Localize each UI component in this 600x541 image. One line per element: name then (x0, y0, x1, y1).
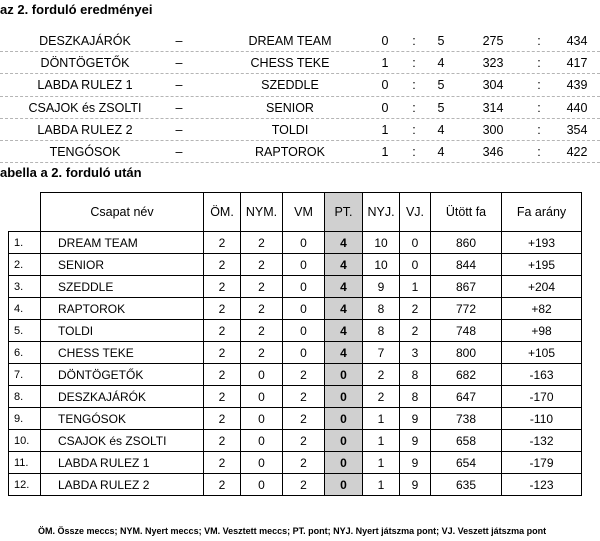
rank-cell: 10. (9, 430, 41, 452)
standings-row (9, 320, 582, 342)
team-name-cell: LABDA RULEZ 1 (41, 452, 204, 474)
pt-cell: 0 (325, 386, 363, 408)
pt-cell: 4 (325, 298, 363, 320)
match-home-score: 0 (381, 100, 389, 115)
match-away-pins: 434 (566, 34, 588, 48)
match-away-score: 5 (437, 78, 445, 93)
match-home-team: TENGÓSOK (49, 144, 121, 159)
team-name-cell: DÖNTÖGETŐK (41, 364, 204, 386)
match-row (0, 97, 600, 119)
pt-cell: 4 (325, 232, 363, 254)
team-name-cell: CSAJOK és ZSOLTI (41, 430, 204, 452)
standings-row (9, 408, 582, 430)
pins-colon: : (537, 34, 541, 48)
match-home-pins: 314 (482, 100, 504, 115)
vm-cell: 2 (283, 452, 325, 474)
match-row (0, 119, 600, 141)
match-away-score: 4 (437, 56, 445, 71)
results-heading: az 2. forduló eredményei (0, 2, 153, 17)
om-cell: 2 (204, 452, 241, 474)
match-home-score: 0 (381, 34, 389, 48)
om-cell: 2 (204, 342, 241, 364)
match-home-team: LABDA RULEZ 1 (37, 78, 133, 93)
standings-row (9, 298, 582, 320)
match-home-team: CSAJOK és ZSOLTI (28, 100, 142, 115)
nym-cell: 2 (241, 342, 283, 364)
fa-arany-cell: -170 (502, 386, 582, 408)
abbreviation-legend: ÖM. Össze meccs; NYM. Nyert meccs; VM. Vesztett meccs; PT. pont; NYJ. Nyert játszma pont; VJ. Veszett játszma pont (38, 526, 547, 536)
rank-cell: 5. (9, 320, 41, 342)
score-colon: : (412, 144, 416, 159)
standings-row (9, 276, 582, 298)
team-name-cell: SENIOR (41, 254, 204, 276)
nym-cell: 2 (241, 298, 283, 320)
pins-colon: : (537, 144, 541, 159)
standings-row (9, 452, 582, 474)
om-cell: 2 (204, 320, 241, 342)
vj-cell: 9 (400, 408, 431, 430)
nyj-cell: 10 (363, 232, 400, 254)
rank-cell: 6. (9, 342, 41, 364)
match-home-score: 1 (381, 122, 389, 137)
utott-fa-cell: 800 (431, 342, 502, 364)
utott-fa-cell: 867 (431, 276, 502, 298)
nyj-cell: 7 (363, 342, 400, 364)
header-fa-arany: Fa arány (502, 193, 582, 232)
vm-cell: 0 (283, 298, 325, 320)
utott-fa-cell: 658 (431, 430, 502, 452)
match-separator: – (175, 144, 183, 159)
nym-cell: 0 (241, 364, 283, 386)
rank-cell: 1. (9, 232, 41, 254)
rank-cell: 9. (9, 408, 41, 430)
pt-cell: 0 (325, 430, 363, 452)
vj-cell: 8 (400, 386, 431, 408)
match-separator: – (175, 78, 183, 93)
utott-fa-cell: 748 (431, 320, 502, 342)
header-rank (9, 193, 41, 232)
match-away-pins: 354 (566, 122, 588, 137)
match-away-team: SZEDDLE (261, 78, 319, 93)
vj-cell: 9 (400, 430, 431, 452)
vj-cell: 9 (400, 474, 431, 496)
nym-cell: 0 (241, 386, 283, 408)
fa-arany-cell: +195 (502, 254, 582, 276)
om-cell: 2 (204, 474, 241, 496)
match-home-pins: 275 (482, 34, 504, 48)
fa-arany-cell: +82 (502, 298, 582, 320)
standings-row (9, 474, 582, 496)
nym-cell: 2 (241, 276, 283, 298)
vj-cell: 0 (400, 232, 431, 254)
header-nyj: NYJ. (363, 193, 400, 232)
vj-cell: 1 (400, 276, 431, 298)
om-cell: 2 (204, 298, 241, 320)
fa-arany-cell: +98 (502, 320, 582, 342)
match-away-pins: 439 (566, 78, 588, 93)
nyj-cell: 1 (363, 452, 400, 474)
vm-cell: 2 (283, 430, 325, 452)
nym-cell: 2 (241, 320, 283, 342)
rank-cell: 7. (9, 364, 41, 386)
utott-fa-cell: 647 (431, 386, 502, 408)
rank-cell: 8. (9, 386, 41, 408)
pt-cell: 4 (325, 342, 363, 364)
nyj-cell: 8 (363, 320, 400, 342)
match-away-score: 5 (437, 100, 445, 115)
pt-cell: 4 (325, 320, 363, 342)
score-colon: : (412, 100, 416, 115)
match-home-pins: 323 (482, 56, 504, 71)
vm-cell: 0 (283, 276, 325, 298)
pt-cell: 0 (325, 452, 363, 474)
om-cell: 2 (204, 276, 241, 298)
vj-cell: 2 (400, 298, 431, 320)
standings-row (9, 254, 582, 276)
header-om: ÖM. (204, 193, 241, 232)
vj-cell: 3 (400, 342, 431, 364)
vj-cell: 8 (400, 364, 431, 386)
fa-arany-cell: -132 (502, 430, 582, 452)
nyj-cell: 9 (363, 276, 400, 298)
header-utott-fa: Ütött fa (431, 193, 502, 232)
team-name-cell: TOLDI (41, 320, 204, 342)
match-away-pins: 422 (566, 144, 588, 159)
standings-heading: abella a 2. forduló után (0, 165, 142, 180)
vm-cell: 0 (283, 254, 325, 276)
pins-colon: : (537, 78, 541, 93)
rank-cell: 12. (9, 474, 41, 496)
nyj-cell: 1 (363, 474, 400, 496)
header-vm: VM (283, 193, 325, 232)
team-name-cell: LABDA RULEZ 2 (41, 474, 204, 496)
rank-cell: 2. (9, 254, 41, 276)
pt-cell: 4 (325, 276, 363, 298)
match-home-team: DÖNTÖGETŐK (40, 56, 130, 71)
nym-cell: 0 (241, 408, 283, 430)
nyj-cell: 2 (363, 364, 400, 386)
nym-cell: 2 (241, 254, 283, 276)
om-cell: 2 (204, 364, 241, 386)
match-home-score: 1 (381, 56, 389, 71)
vm-cell: 0 (283, 342, 325, 364)
fa-arany-cell: -179 (502, 452, 582, 474)
vm-cell: 2 (283, 364, 325, 386)
nyj-cell: 8 (363, 298, 400, 320)
om-cell: 2 (204, 386, 241, 408)
match-home-team: LABDA RULEZ 2 (37, 122, 133, 137)
header-nym: NYM. (241, 193, 283, 232)
nyj-cell: 1 (363, 430, 400, 452)
score-colon: : (412, 34, 416, 48)
vm-cell: 2 (283, 474, 325, 496)
fa-arany-cell: -123 (502, 474, 582, 496)
vj-cell: 0 (400, 254, 431, 276)
score-colon: : (412, 122, 416, 137)
nyj-cell: 1 (363, 408, 400, 430)
match-separator: – (175, 34, 183, 48)
pins-colon: : (537, 56, 541, 71)
fa-arany-cell: -110 (502, 408, 582, 430)
match-away-team: TOLDI (271, 122, 309, 137)
standings-header-row (9, 193, 582, 232)
match-home-pins: 300 (482, 122, 504, 137)
nym-cell: 0 (241, 430, 283, 452)
team-name-cell: SZEDDLE (41, 276, 204, 298)
rank-cell: 3. (9, 276, 41, 298)
match-row (0, 52, 600, 74)
match-home-score: 0 (381, 78, 389, 93)
vm-cell: 0 (283, 320, 325, 342)
nyj-cell: 10 (363, 254, 400, 276)
match-away-score: 4 (437, 144, 445, 159)
match-away-team: CHESS TEKE (250, 56, 330, 71)
match-away-pins: 417 (566, 56, 588, 71)
match-away-team: DREAM TEAM (248, 34, 332, 48)
team-name-cell: TENGÓSOK (41, 408, 204, 430)
pt-cell: 4 (325, 254, 363, 276)
match-home-score: 1 (381, 144, 389, 159)
match-away-team: RAPTOROK (255, 144, 325, 159)
utott-fa-cell: 860 (431, 232, 502, 254)
standings-row (9, 232, 582, 254)
utott-fa-cell: 772 (431, 298, 502, 320)
match-separator: – (175, 122, 183, 137)
nym-cell: 0 (241, 474, 283, 496)
match-home-pins: 346 (482, 144, 504, 159)
team-name-cell: DESZKAJÁRÓK (41, 386, 204, 408)
utott-fa-cell: 844 (431, 254, 502, 276)
vm-cell: 2 (283, 386, 325, 408)
utott-fa-cell: 635 (431, 474, 502, 496)
standings-row (9, 430, 582, 452)
team-name-cell: CHESS TEKE (41, 342, 204, 364)
round-results-list (0, 30, 600, 163)
utott-fa-cell: 682 (431, 364, 502, 386)
rank-cell: 4. (9, 298, 41, 320)
fa-arany-cell: +193 (502, 232, 582, 254)
utott-fa-cell: 738 (431, 408, 502, 430)
vm-cell: 2 (283, 408, 325, 430)
score-colon: : (412, 78, 416, 93)
header-team: Csapat név (41, 193, 204, 232)
match-separator: – (175, 100, 183, 115)
header-vj: VJ. (400, 193, 431, 232)
nyj-cell: 2 (363, 386, 400, 408)
fa-arany-cell: +105 (502, 342, 582, 364)
standings-row (9, 364, 582, 386)
match-row (0, 30, 600, 52)
match-away-pins: 440 (566, 100, 588, 115)
rank-cell: 11. (9, 452, 41, 474)
pins-colon: : (537, 100, 541, 115)
om-cell: 2 (204, 232, 241, 254)
vj-cell: 2 (400, 320, 431, 342)
vj-cell: 9 (400, 452, 431, 474)
nym-cell: 2 (241, 232, 283, 254)
pt-cell: 0 (325, 364, 363, 386)
match-separator: – (175, 56, 183, 71)
pt-cell: 0 (325, 408, 363, 430)
team-name-cell: DREAM TEAM (41, 232, 204, 254)
match-away-team: SENIOR (266, 100, 314, 115)
utott-fa-cell: 654 (431, 452, 502, 474)
match-away-score: 5 (437, 34, 445, 48)
team-name-cell: RAPTOROK (41, 298, 204, 320)
pt-cell: 0 (325, 474, 363, 496)
standings-row (9, 386, 582, 408)
score-colon: : (412, 56, 416, 71)
fa-arany-cell: -163 (502, 364, 582, 386)
match-row (0, 74, 600, 96)
match-home-pins: 304 (482, 78, 504, 93)
match-away-score: 4 (437, 122, 445, 137)
om-cell: 2 (204, 408, 241, 430)
match-row (0, 141, 600, 163)
nym-cell: 0 (241, 452, 283, 474)
match-home-team: DESZKAJÁRÓK (39, 34, 131, 48)
standings-table (8, 192, 582, 496)
vm-cell: 0 (283, 232, 325, 254)
om-cell: 2 (204, 430, 241, 452)
om-cell: 2 (204, 254, 241, 276)
standings-row (9, 342, 582, 364)
fa-arany-cell: +204 (502, 276, 582, 298)
header-pt: PT. (325, 193, 363, 232)
pins-colon: : (537, 122, 541, 137)
